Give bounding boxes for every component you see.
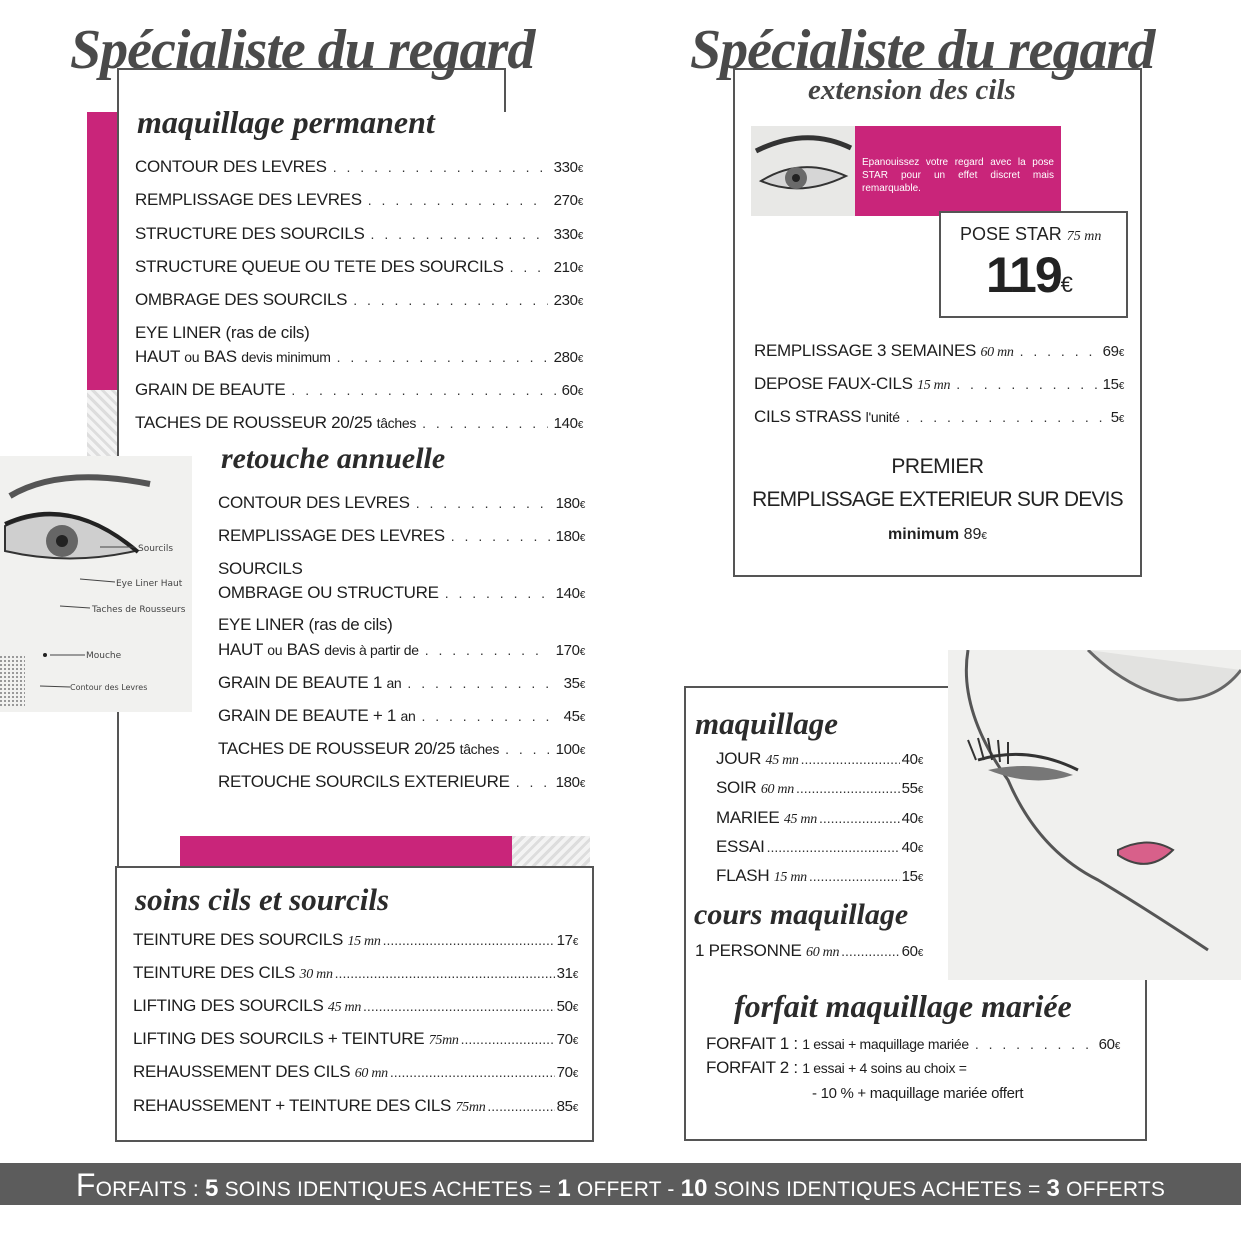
price-row: TACHES DE ROUSSEUR 20/25 tâches . . . 140 €	[135, 413, 583, 433]
section-title-forfait-mariee: forfait maquillage mariée	[734, 988, 1072, 1024]
price-row: FLASH 15 mn ..... 15 €	[716, 866, 923, 886]
section-title-cours: cours maquillage	[694, 898, 909, 931]
left-page-title: Spécialiste du regard	[70, 19, 535, 81]
section-title-maquillage-permanent: maquillage permanent	[137, 104, 435, 140]
price-row: CONTOUR DES LEVRES . . . 180 €	[218, 493, 585, 513]
price-row: STRUCTURE DES SOURCILS . . . 330 €	[135, 224, 583, 244]
ornament-strip	[87, 390, 117, 456]
section-title-maquillage: maquillage	[695, 706, 838, 741]
price-row: TEINTURE DES SOURCILS 15 mn ..... 17 €	[133, 930, 578, 950]
price-row: REMPLISSAGE DES LEVRES . . . 270 €	[135, 190, 583, 210]
price-row: SOIR 60 mn ..... 55 €	[716, 778, 923, 798]
diagram-label: Sourcils	[138, 544, 174, 554]
face-illustration	[948, 650, 1241, 980]
price-row: JOUR 45 mn ..... 40 €	[716, 749, 923, 769]
pose-star-label: POSE STAR 75 mn	[960, 224, 1102, 244]
price-row: REMPLISSAGE DES LEVRES . . . 180 €	[218, 526, 585, 546]
section-title-retouche: retouche annuelle	[221, 442, 446, 475]
forfait2-detail: - 10 % + maquillage mariée offert	[812, 1085, 1024, 1102]
premier-line2: REMPLISSAGE EXTERIEUR SUR DEVIS	[752, 488, 1123, 511]
diagram-label: Eye Liner Haut	[116, 579, 183, 589]
price-row: LIFTING DES SOURCILS + TEINTURE 75mn ..... 70 €	[133, 1029, 578, 1049]
forfait2-line: FORFAIT 2 : 1 essai + 4 soins au choix =	[706, 1058, 967, 1077]
promo-text: Epanouissez votre regard avec la pose STAR pour un effet discret mais remarquable.	[862, 157, 1054, 194]
price-row: REHAUSSEMENT + TEINTURE DES CILS 75mn ..... 85 €	[133, 1096, 578, 1116]
diagram-label: Taches de Rousseurs	[92, 605, 186, 615]
footer-forfaits-banner: FORFAITS : 5 SOINS IDENTIQUES ACHETES = 1 OFFERT - 10 SOINS IDENTIQUES ACHETES = 3 OFFERTS	[0, 1163, 1241, 1205]
price-row: TEINTURE DES CILS 30 mn ..... 31 €	[133, 963, 578, 983]
price-row: CILS STRASS l'unité . . . 5 €	[754, 407, 1124, 427]
price-row: STRUCTURE QUEUE OU TETE DES SOURCILS . . . 210 €	[135, 257, 583, 277]
price-row: OMBRAGE OU STRUCTURE . . . 140 €	[218, 583, 585, 603]
sourcils-title: SOURCILS	[218, 559, 303, 578]
price-row: OMBRAGE DES SOURCILS . . . 230 €	[135, 290, 583, 310]
price-row: REMPLISSAGE 3 SEMAINES 60 mn . . . 69 €	[754, 341, 1124, 361]
price-row: HAUT ou BAS devis à partir de . . . 170 €	[218, 640, 585, 660]
price-row: DEPOSE FAUX-CILS 15 mn . . . 15 €	[754, 374, 1124, 394]
section-title-soins: soins cils et sourcils	[135, 882, 390, 917]
eye-photo	[751, 126, 855, 216]
eyeliner-title: EYE LINER (ras de cils)	[218, 615, 393, 634]
premier-line1: PREMIER	[891, 455, 984, 478]
price-row: GRAIN DE BEAUTE 1 an . . . 35 €	[218, 673, 585, 693]
price-row: 1 PERSONNE 60 mn ..... 60 €	[695, 941, 923, 961]
right-page-title: Spécialiste du regard	[690, 19, 1155, 81]
eye-diagram-image	[0, 456, 192, 712]
price-row: LIFTING DES SOURCILS 45 mn ..... 50 €	[133, 996, 578, 1016]
price-row: GRAIN DE BEAUTE + 1 an . . . 45 €	[218, 706, 585, 726]
price-row: TACHES DE ROUSSEUR 20/25 tâches . . . 100 €	[218, 739, 585, 759]
price-row: FORFAIT 1 : 1 essai + maquillage mariée . . . 60 €	[706, 1034, 1120, 1054]
pose-star-price: 119€	[986, 247, 1071, 303]
pink-accent-strip	[87, 112, 117, 390]
pink-accent-bar	[180, 836, 512, 866]
extension-subtitle: extension des cils	[808, 74, 1016, 106]
ornament-block	[512, 836, 590, 866]
price-row: GRAIN DE BEAUTE . . . 60 €	[135, 380, 583, 400]
diagram-label: Contour des Levres	[70, 683, 148, 692]
price-row: REHAUSSEMENT DES CILS 60 mn ..... 70 €	[133, 1062, 578, 1082]
price-row: CONTOUR DES LEVRES . . . 330 €	[135, 157, 583, 177]
price-row: HAUT ou BAS devis minimum . . . 280 €	[135, 347, 583, 367]
eyeliner-title: EYE LINER (ras de cils)	[135, 323, 310, 342]
price-row: ESSAI ..... 40 €	[716, 837, 923, 857]
price-row: RETOUCHE SOURCILS EXTERIEURE . . . 180 €	[218, 772, 585, 792]
price-row: MARIEE 45 mn ..... 40 €	[716, 808, 923, 828]
diagram-label: Mouche	[86, 651, 122, 661]
minimum-price: minimum 89€	[888, 526, 987, 543]
